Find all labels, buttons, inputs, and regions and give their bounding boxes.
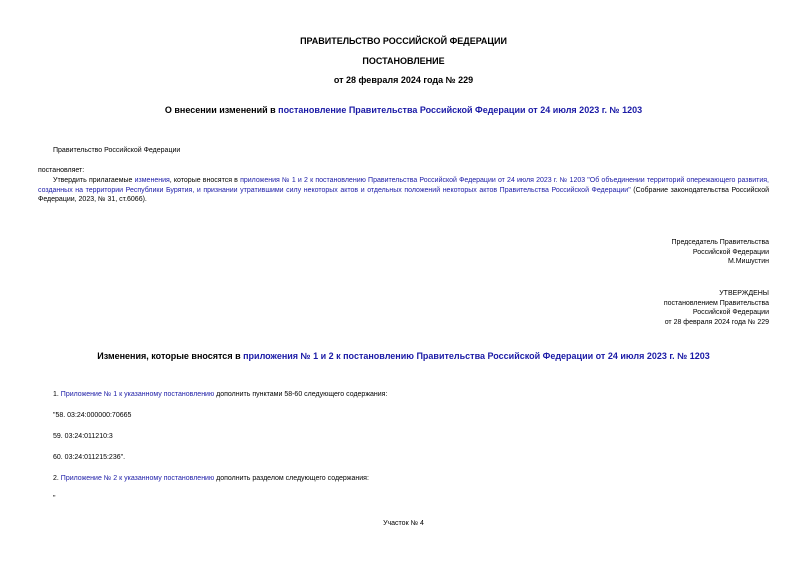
approved-by: постановлением Правительства — [663, 299, 769, 307]
appendix-2-link[interactable]: Приложение № 2 к указанному постановлению — [60, 475, 215, 482]
changes-link[interactable]: изменения — [134, 177, 170, 184]
approval-text-1: Утвердить прилагаемые — [53, 177, 135, 184]
signature-country: Российской Федерации — [692, 248, 769, 256]
entry-58: "58. 03:24:000000:70665 — [53, 412, 132, 419]
government-heading: ПРАВИТЕЛЬСТВО РОССИЙСКОЙ ФЕДЕРАЦИИ — [300, 36, 507, 46]
changes-title — [0, 351, 807, 361]
item-1-text: дополнить пунктами 58-60 следующего содержания: — [214, 391, 388, 398]
appendix-1-link[interactable]: Приложение № 1 к указанному постановлению — [60, 391, 215, 398]
entry-59: 59. 03:24:011210:3 — [53, 433, 113, 440]
changes-title-link[interactable]: приложения № 1 и 2 к постановлению Правительства Российской Федерации от 24 июля 2023 г. № 1203 — [243, 351, 710, 361]
item-2-number: 2. — [53, 475, 61, 482]
decrees-word: постановляет: — [38, 167, 85, 174]
approved-word: УТВЕРЖДЕНЫ — [719, 290, 769, 297]
opening-quote: " — [53, 495, 56, 502]
item-1-number: 1. — [53, 391, 61, 398]
changes-title-prefix: Изменения, которые вносятся в — [97, 351, 244, 361]
item-2 — [53, 474, 369, 484]
signature-name: М.Мишустин — [727, 258, 769, 265]
approval-text-2: , которые вносятся в — [169, 177, 241, 184]
item-1 — [53, 390, 387, 400]
signature-block — [672, 238, 769, 267]
page-footer-label: Участок № 4 — [383, 520, 424, 527]
decree-title-link[interactable]: постановление Правительства Российской Федерации от 24 июля 2023 г. № 1203 — [278, 105, 643, 115]
decree-date-number: от 28 февраля 2024 года № 229 — [333, 75, 474, 85]
signature-position: Председатель Правительства — [671, 239, 769, 246]
government-subject: Правительство Российской Федерации — [53, 147, 181, 154]
appendices-link[interactable]: приложения № 1 и 2 к постановлению Правительства Российской Федерации от 24 июля 2023 г. № 1203 "Об объединении территорий опережающего развития, созданных на территории Республики Бурятия, и признании утратившими силу некоторых актов и отдельных положений некоторых актов Правительства Российской Федерации" — [38, 177, 770, 194]
approved-date: от 28 февраля 2024 года № 229 — [664, 318, 769, 326]
approval-text-3: (Собрание законодательства Российской Федерации, 2023, № 31, ст.6066). — [38, 186, 770, 203]
document-type: ПОСТАНОВЛЕНИЕ — [362, 56, 445, 66]
item-2-text: дополнить разделом следующего содержания: — [214, 475, 369, 482]
approval-stamp — [664, 289, 769, 327]
entry-60: 60. 03:24:011215:236". — [53, 454, 126, 461]
approval-paragraph — [38, 176, 769, 205]
decree-title — [0, 105, 807, 115]
decree-title-prefix: О внесении изменений в — [164, 105, 279, 115]
approved-country: Российской Федерации — [692, 309, 769, 316]
